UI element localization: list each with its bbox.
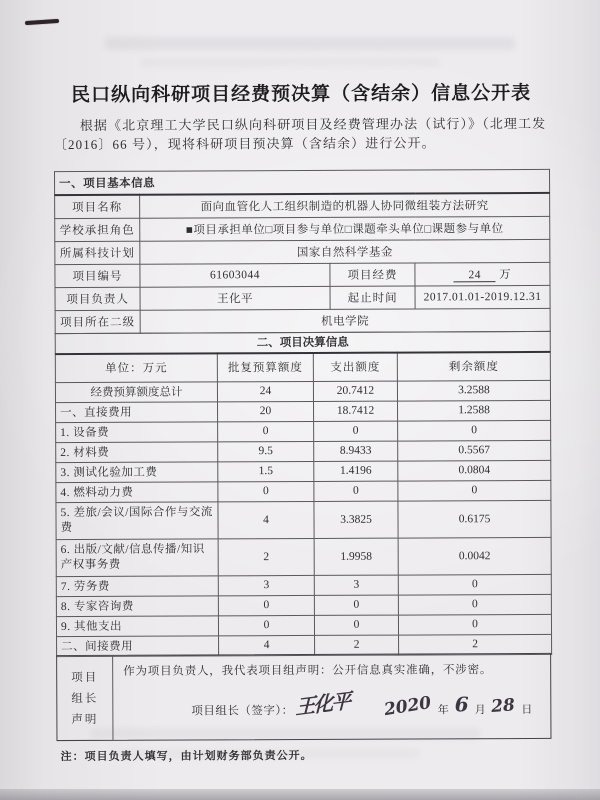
table-row — [56, 460, 551, 482]
handwritten-signature: 王化平 — [295, 688, 350, 720]
basic-info-section-title: 一、项目基本信息 — [55, 170, 550, 196]
date-year: 2020 — [382, 693, 433, 721]
row-label: 7. 劳务费 — [56, 576, 218, 597]
column-header-spent: 支出额度 — [313, 353, 397, 382]
budget-cell: 0 — [218, 481, 314, 501]
settlement-header-row — [55, 352, 550, 383]
school-role-checkboxes: ■项目承担单位□项目参与单位□课题牵头单位□课题参与单位 — [140, 217, 550, 242]
date-month-unit: 月 — [474, 704, 486, 717]
table-row — [55, 380, 550, 402]
form-title: 民口纵向科研项目经费预决算（含结余）信息公开表 — [71, 82, 532, 106]
table-row — [56, 574, 551, 596]
dept-value: 机电学院 — [140, 309, 550, 334]
remain-cell: 0.0804 — [398, 460, 551, 481]
school-role-label: 学校承担角色 — [55, 219, 140, 242]
project-no-value: 61603044 — [140, 264, 330, 288]
handwritten-date — [384, 694, 542, 719]
remain-cell: 0.0042 — [398, 537, 551, 575]
row-label: 9. 其他支出 — [56, 616, 218, 637]
spent-cell: 0 — [314, 615, 398, 635]
budget-cell: 20 — [218, 401, 314, 421]
settlement-section-title: 二、项目决算信息 — [55, 331, 550, 354]
row-label: 一、直接费用 — [56, 402, 218, 423]
budget-cell: 3 — [218, 575, 314, 595]
declaration-label-line: 组长 — [71, 693, 99, 706]
funding-label: 项目经费 — [330, 263, 415, 286]
project-name-label: 项目名称 — [55, 195, 140, 219]
dept-label: 项目所在二级 — [55, 311, 140, 334]
table-row — [55, 286, 550, 311]
budget-cell: 0 — [218, 615, 314, 635]
funding-unit: 万 — [499, 269, 512, 282]
table-row — [55, 240, 550, 265]
intro-paragraph: 根据《北京理工大学民口纵向科研项目及经费管理办法（试行）》（北理工发〔2016〕66 号），现将科研项目预决算（含结余）进行公开。 — [53, 115, 547, 152]
spent-cell: 8.9433 — [314, 441, 398, 461]
basic-info-table — [54, 169, 551, 334]
row-label: 2. 材料费 — [56, 442, 218, 463]
row-label: 3. 测试化验加工费 — [56, 462, 218, 483]
row-label: 二、间接费用 — [57, 636, 219, 657]
table-row — [56, 500, 551, 539]
remain-cell: 0.6175 — [398, 500, 551, 538]
spent-cell: 18.7412 — [314, 401, 398, 421]
column-header-budget: 批复预算额度 — [217, 353, 313, 382]
table-row — [55, 193, 550, 219]
declaration-label-line: 项目 — [71, 672, 99, 685]
remain-cell: 3.2588 — [397, 380, 550, 401]
table-row — [55, 331, 550, 354]
table-row — [56, 537, 551, 576]
column-header-remain: 剩余额度 — [397, 352, 550, 381]
remain-cell: 0 — [398, 480, 551, 501]
budget-cell: 9.5 — [218, 441, 314, 461]
table-row — [55, 217, 550, 242]
date-year-unit: 年 — [437, 704, 449, 717]
settlement-table — [55, 331, 552, 657]
budget-cell: 4 — [219, 635, 315, 655]
period-label: 起止时间 — [330, 286, 415, 309]
program-label: 所属科技计划 — [55, 242, 140, 265]
table-row — [56, 400, 551, 422]
budget-cell: 0 — [218, 595, 314, 615]
project-name-value: 面向血管化人工组织制造的机器人协同微组装方法研究 — [140, 193, 550, 218]
remain-cell: 0 — [398, 574, 551, 595]
date-month: 6 — [454, 692, 469, 717]
declaration-label-line: 声明 — [71, 714, 99, 727]
spent-cell: 0 — [314, 481, 398, 501]
table-row — [56, 594, 551, 616]
row-label: 1. 设备费 — [56, 422, 218, 443]
spent-cell: 1.9958 — [314, 538, 398, 575]
spent-cell: 3 — [314, 575, 398, 595]
row-label: 8. 专家咨询费 — [56, 596, 218, 617]
spent-cell: 1.4196 — [314, 461, 398, 481]
budget-cell: 4 — [218, 501, 314, 538]
remain-cell: 0.5567 — [398, 440, 551, 461]
signature-label: 项目组长（签字）： — [191, 705, 294, 718]
spent-cell: 0 — [314, 595, 398, 615]
table-row — [56, 614, 551, 636]
budget-cell: 0 — [218, 421, 314, 441]
date-day: 28 — [490, 695, 516, 718]
table-row — [55, 170, 550, 196]
period-value: 2017.01.01-2019.12.31 — [415, 286, 550, 310]
row-label: 4. 燃料动力费 — [56, 482, 218, 503]
remain-cell: 2 — [399, 634, 552, 655]
date-day-unit: 日 — [521, 704, 533, 717]
budget-cell: 1.5 — [218, 461, 314, 481]
remain-cell: 0 — [398, 420, 551, 441]
declaration-body — [113, 654, 550, 740]
budget-cell: 24 — [217, 381, 313, 401]
pi-value: 王化平 — [140, 287, 330, 311]
pi-label: 项目负责人 — [55, 288, 140, 311]
spent-cell: 3.3825 — [314, 501, 398, 538]
spent-cell: 20.7412 — [313, 381, 397, 401]
table-row — [55, 263, 550, 288]
declaration-block — [56, 653, 551, 741]
spent-cell: 0 — [314, 421, 398, 441]
declaration-statement: 作为项目负责人，我代表项目组声明：公开信息真实准确，不涉密。 — [123, 664, 493, 679]
remain-cell: 0 — [398, 614, 551, 635]
remain-cell: 0 — [398, 594, 551, 615]
program-value: 国家自然科学基金 — [140, 240, 550, 265]
footnote: 注：项目负责人填写，由计划财务部负责公开。 — [60, 750, 313, 764]
table-row — [56, 480, 551, 502]
signature-row — [123, 690, 542, 721]
budget-cell: 2 — [218, 538, 314, 575]
spent-cell: 2 — [315, 635, 399, 655]
row-label: 5. 差旅/会议/国际合作与交流费 — [56, 502, 218, 540]
table-row — [56, 440, 551, 462]
row-label: 经费预算额度总计 — [55, 382, 217, 403]
funding-amount: 24 — [454, 270, 496, 283]
unit-label: 单位：万元 — [55, 353, 217, 382]
project-no-label: 项目编号 — [55, 265, 140, 288]
row-label: 6. 出版/文献/信息传播/知识产权事务费 — [56, 539, 218, 577]
declaration-label — [57, 656, 113, 740]
table-row — [56, 420, 551, 442]
photo-edge-shadow — [0, 789, 600, 800]
remain-cell: 1.2588 — [398, 400, 551, 421]
funding-value — [415, 263, 550, 287]
